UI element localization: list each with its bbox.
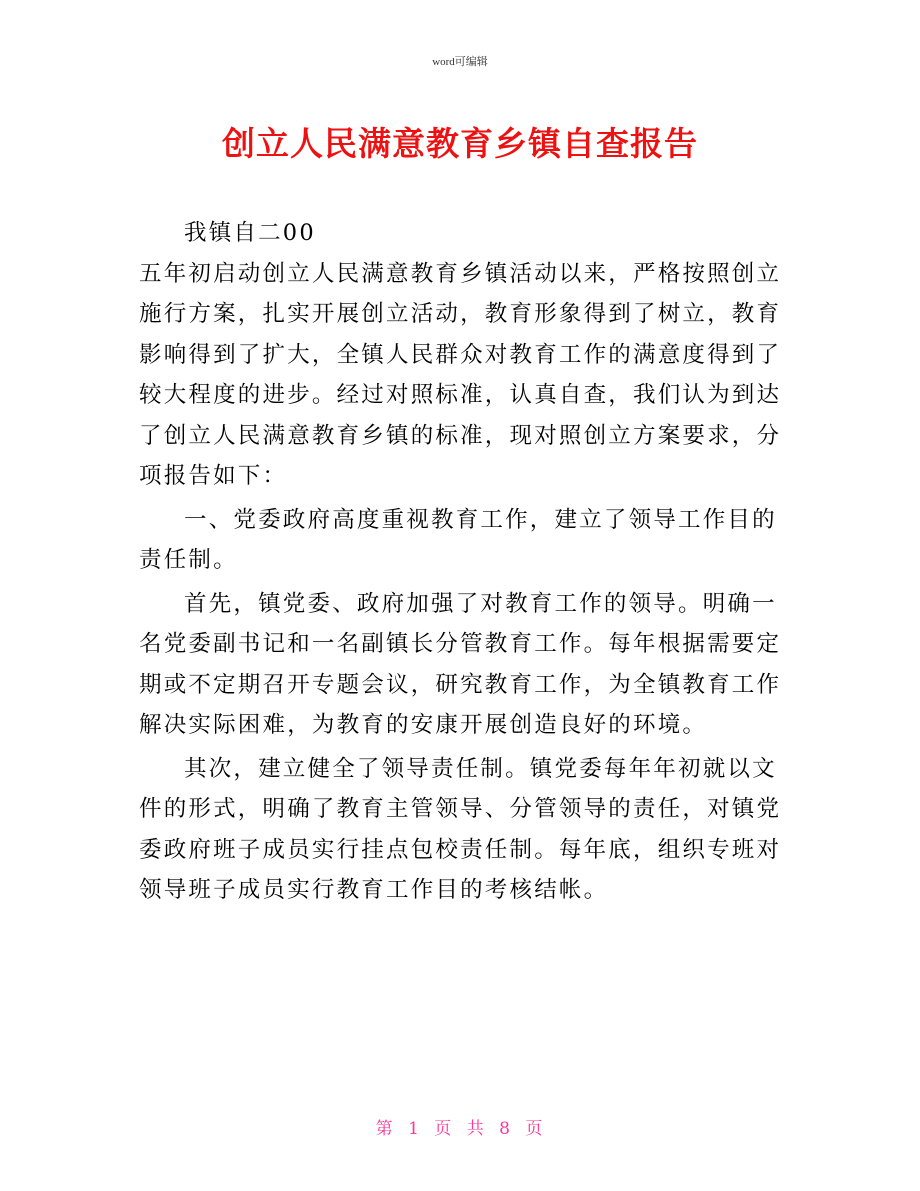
header-note: word可编辑	[432, 56, 488, 68]
document-title: 创立人民满意教育乡镇自查报告	[222, 124, 698, 163]
paragraph-intro: 五年初启动创立人民满意教育乡镇活动以来，严格按照创立施行方案，扎实开展创立活动，教育形象得到了树立，教育影响得到了扩大，全镇人民群众对教育工作的满意度得到了较大程度的进步。经过对照标准，认真自查，我们认为到达了创立人民满意教育乡镇的标准，现对照创立方案要求，分项报告如下：	[139, 260, 782, 489]
paragraph-first: 首先，镇党委、政府加强了对教育工作的领导。明确一名党委副书记和一名副镇长分管教育工作。每年根据需要定期或不定期召开专题会议，研究教育工作，为全镇教育工作解决实际困难，为教育的安康开展创造良好的环境。	[139, 590, 782, 738]
section-heading-1: 一、党委政府高度重视教育工作，建立了领导工作目的责任制。	[139, 506, 777, 573]
paragraph-second: 其次，建立健全了领导责任制。镇党委每年年初就以文件的形式，明确了教育主管领导、分管领导的责任，对镇党委政府班子成员实行挂点包校责任制。每年底，组织专班对领导班子成员实行教育工作目的考核结帐。	[139, 755, 782, 903]
document-body	[139, 213, 785, 911]
paragraph-intro-start: 我镇自二00	[184, 220, 316, 246]
page-number-footer: 第 1 页 共 8 页	[375, 1119, 545, 1139]
